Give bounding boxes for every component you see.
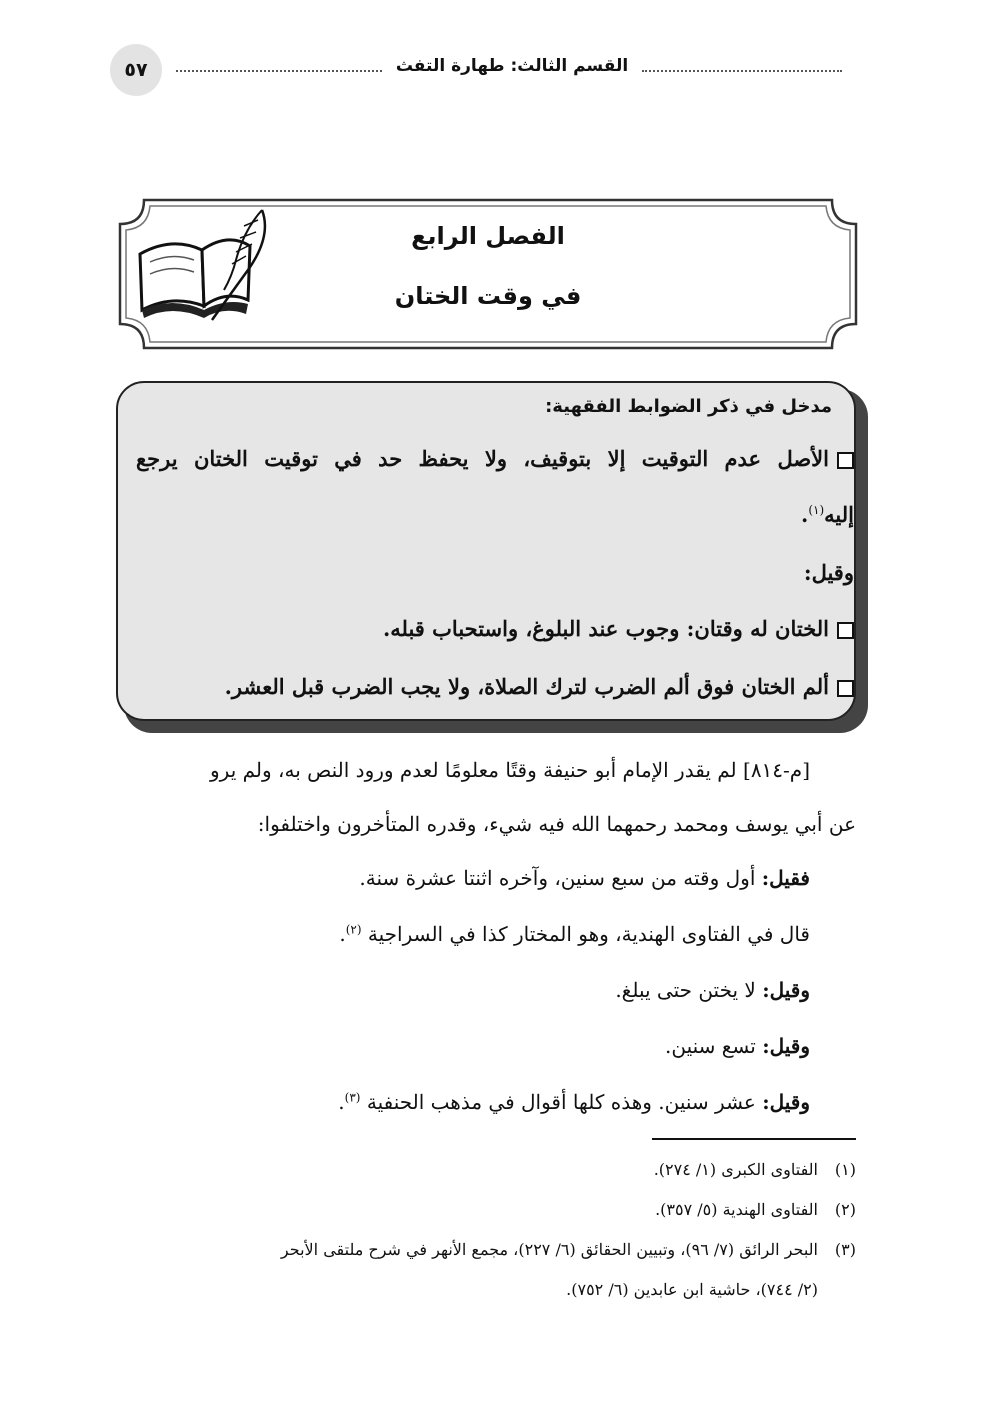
- intro-box: [116, 381, 856, 721]
- opinion-3: [210, 1034, 810, 1058]
- running-header: [0, 42, 1004, 102]
- footnote-separator: [652, 1138, 856, 1140]
- book-quill-icon: [132, 206, 278, 328]
- rule-3-text: ألم الختان فوق ألم الضرب لترك الصلاة، ولا يجب الضرب قبل العشر.: [224, 674, 829, 699]
- footnote-3-text: البحر الرائق (٧/ ٩٦)، وتبيين الحقائق (٦/ ٢٢٧)، مجمع الأنهر في شرح ملتقى الأبحر: [280, 1240, 818, 1259]
- page-number: ٥٧: [110, 44, 162, 96]
- checkbox-bullet-icon: [837, 452, 854, 469]
- rule-2-text: الختان له وقتان: وجوب عند البلوغ، واستحباب قبله.: [382, 616, 829, 641]
- opinion-1-label: فقيل:: [761, 866, 810, 890]
- header-title: القسم الثالث: طهارة التفث: [395, 56, 629, 76]
- rule-1-end: .: [801, 502, 809, 527]
- rule-1-continuation: إليه: [824, 502, 854, 527]
- checkbox-bullet-icon: [837, 680, 854, 697]
- header-dots-right: [642, 70, 842, 72]
- header-dots-left: [176, 70, 382, 72]
- paragraph-1-line-2: عن أبي يوسف ومحمد رحمهما الله فيه شيء، وقدره المتأخرون واختلفوا:: [257, 812, 856, 836]
- opinion-3-label: وقيل:: [762, 1034, 810, 1058]
- opinion-2-label: وقيل:: [762, 978, 810, 1002]
- opinion-1-note: قال في الفتاوى الهندية، وهو المختار كذا في السراجية $^{(٢)}$.: [339, 922, 810, 946]
- rule-3: [154, 674, 854, 699]
- footnote-2-text: الفتاوى الهندية (٥/ ٣٥٧).: [655, 1200, 818, 1219]
- opinion-2-text: لا يختن حتى يبلغ.: [615, 978, 763, 1002]
- opinion-1-text: أول وقته من سبع سنين، وآخره اثنتا عشرة سنة.: [359, 866, 762, 890]
- footnote-2-number: (٢): [834, 1200, 856, 1219]
- chapter-subtitle: في وقت الختان: [394, 282, 582, 310]
- checkbox-bullet-icon: [837, 622, 854, 639]
- paragraph-1-line-1: [م-٨١٤] لم يقدر الإمام أبو حنيفة وقتًا معلومًا لعدم ورود النص به، ولم يرو: [210, 758, 810, 782]
- footnote-1-text: الفتاوى الكبرى (١/ ٢٧٤).: [653, 1160, 818, 1179]
- opinion-1-note-text: قال في الفتاوى الهندية، وهو المختار كذا في السراجية: [367, 922, 810, 946]
- footnote-3: [116, 1240, 856, 1259]
- rule-1-text: الأصل عدم التوقيت إلا بتوقيف، ولا يحفظ حد في توقيت الختان يرجع: [136, 446, 829, 471]
- intro-heading: مدخل في ذكر الضوابط الفقهية:: [545, 396, 832, 417]
- footnote-1-number: (١): [834, 1160, 856, 1179]
- opinion-4-text: عشر سنين. وهذه كلها أقوال في مذهب الحنفية: [366, 1090, 763, 1114]
- opinion-1: [210, 866, 810, 890]
- footnote-ref-1: (١): [808, 503, 825, 517]
- opinion-4: وقيل: عشر سنين. وهذه كلها أقوال في مذهب الحنفية $^{(٣)}$.: [338, 1090, 810, 1114]
- footnote-2: [156, 1200, 856, 1219]
- rule-1-line-1: [136, 446, 854, 471]
- chapter-title: الفصل الرابع: [411, 222, 565, 250]
- rule-1-line-2: [154, 502, 854, 527]
- footnote-3-continuation: (٢/ ٧٤٤)، حاشية ابن عابدين (٦/ ٧٥٢).: [566, 1280, 818, 1299]
- footnote-1: [156, 1160, 856, 1179]
- opinion-3-text: تسع سنين.: [665, 1034, 763, 1058]
- qila-label: وقيل:: [803, 560, 854, 585]
- opinion-4-label: وقيل:: [762, 1090, 810, 1114]
- footnote-ref-3: (٣): [344, 1090, 361, 1105]
- footnote-3-number: (٣): [834, 1240, 856, 1259]
- opinion-2: [210, 978, 810, 1002]
- rule-2: [154, 616, 854, 641]
- footnote-ref-2: (٢): [345, 922, 362, 937]
